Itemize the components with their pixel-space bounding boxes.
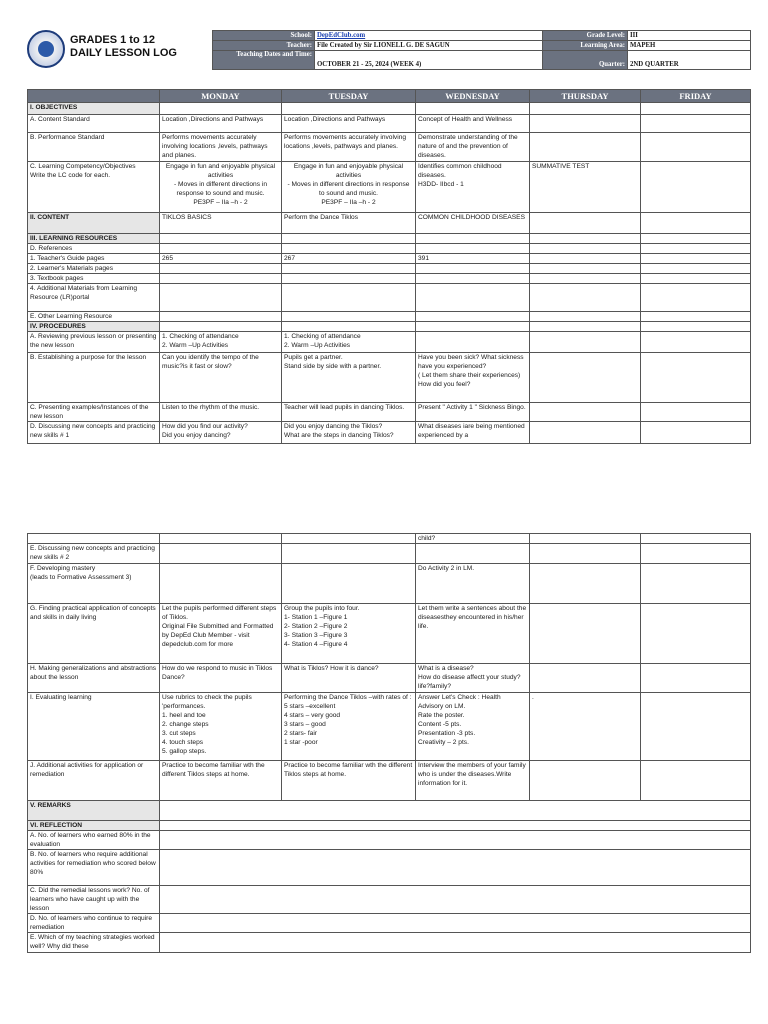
day-cell: Present " Activity 1 " Sickness Bingo.: [416, 403, 530, 422]
day-cell: .: [530, 693, 641, 761]
day-cell: [530, 284, 641, 312]
day-cell: Answer Let's Check : Health Advisory on LM. Rate the poster. Content -5 pts. Presentation -3 pts. Creativity – 2 pts.: [416, 693, 530, 761]
row-label: D. References: [28, 244, 160, 254]
school-value[interactable]: [315, 31, 543, 41]
day-cell: [160, 821, 751, 831]
row-label: 1. Teacher's Guide pages: [28, 254, 160, 264]
day-cell: [282, 244, 416, 254]
row-label: A. Content Standard: [28, 115, 160, 133]
day-cell: [160, 274, 282, 284]
day-cell: Teacher will lead pupils in dancing Tiklos.: [282, 403, 416, 422]
lesson-row: [28, 234, 751, 244]
row-label: B. Establishing a purpose for the lesson: [28, 353, 160, 403]
day-cell: [641, 422, 751, 444]
lesson-row: [28, 403, 751, 422]
day-cell: Concept of Health and Wellness: [416, 115, 530, 133]
lesson-row: [28, 162, 751, 213]
day-cell: How did you find our activity? Did you enjoy dancing?: [160, 422, 282, 444]
row-label: V. REMARKS: [28, 801, 160, 821]
day-cell: [530, 664, 641, 693]
row-label: 2. Learner's Materials pages: [28, 264, 160, 274]
day-cell: How do we respond to music in Tiklos Dance?: [160, 664, 282, 693]
day-cell: [416, 312, 530, 322]
quarter-value: 2ND QUARTER: [628, 51, 751, 70]
day-cell: [530, 133, 641, 162]
day-cell: TIKLOS BASICS: [160, 213, 282, 234]
day-cell: Practice to become familiar wth the different Tiklos steps at home.: [282, 761, 416, 801]
corner-header: [28, 90, 160, 103]
day-cell: [160, 914, 751, 933]
day-cell: [160, 831, 751, 850]
day-cell: [282, 234, 416, 244]
row-label: C. Learning Competency/Objectives Write the LC code for each.: [28, 162, 160, 213]
day-cell: [282, 534, 416, 544]
day-cell: [641, 312, 751, 322]
day-cell: Can you identify the tempo of the music?is it fast or slow?: [160, 353, 282, 403]
day-cell: [530, 254, 641, 264]
day-cell: Identifies common childhood diseases. H3DD- IIbcd - 1: [416, 162, 530, 213]
day-cell: Performs movements accurately involving locations ,levels, pathways and planes.: [160, 133, 282, 162]
day-cell: [160, 284, 282, 312]
day-cell: Interview the members of your family who is under the diseases.Write information for it.: [416, 761, 530, 801]
lesson-row: [28, 213, 751, 234]
day-cell: [416, 284, 530, 312]
lesson-row: [28, 353, 751, 403]
lesson-log-table-2: [27, 533, 751, 953]
row-label: 3. Textbook pages: [28, 274, 160, 284]
day-cell: [282, 274, 416, 284]
grade-label: Grade Level:: [543, 31, 628, 41]
lesson-row: [28, 312, 751, 322]
day-cell: [160, 322, 282, 332]
day-cell: [416, 274, 530, 284]
day-cell: What is a disease? How do disease affectt your study?life?family?: [416, 664, 530, 693]
row-label: B. No. of learners who require additional activities for remediation who scored below 80%: [28, 850, 160, 886]
row-label: D. Discussing new concepts and practicing new skills # 1: [28, 422, 160, 444]
row-label: B. Performance Standard: [28, 133, 160, 162]
lesson-row: [28, 264, 751, 274]
lesson-log-table-1: [27, 89, 751, 444]
grade-value: III: [628, 31, 751, 41]
day-cell: Do Activity 2 in LM.: [416, 564, 530, 604]
row-label: I. OBJECTIVES: [28, 103, 160, 115]
day-cell: Performs movements accurately involving locations ,levels, pathways and planes.: [282, 133, 416, 162]
day-cell: [160, 264, 282, 274]
day-cell: [416, 234, 530, 244]
day-header: THURSDAY: [530, 90, 641, 103]
day-cell: [641, 274, 751, 284]
lesson-row: [28, 284, 751, 312]
row-label: H. Making generalizations and abstractions about the lesson: [28, 664, 160, 693]
day-cell: [530, 322, 641, 332]
day-cell: [641, 162, 751, 213]
day-cell: [641, 264, 751, 274]
title-line-1: GRADES 1 to 12: [70, 34, 155, 46]
day-cell: 265: [160, 254, 282, 264]
lesson-row: [28, 914, 751, 933]
row-label: III. LEARNING RESOURCES: [28, 234, 160, 244]
lesson-row: [28, 693, 751, 761]
day-cell: [282, 312, 416, 322]
lesson-row: [28, 886, 751, 914]
day-cell: [416, 332, 530, 353]
row-label: C. Presenting examples/Instances of the new lesson: [28, 403, 160, 422]
dates-label: Teaching Dates and Time:: [213, 51, 315, 70]
day-cell: Use rubrics to check the pupils 'performances. 1. heel and toe 2. change steps 3. cut steps 4. touch steps 5. gallop steps.: [160, 693, 282, 761]
row-label: I. Evaluating learning: [28, 693, 160, 761]
day-cell: [282, 284, 416, 312]
row-label: C. Did the remedial lessons work? No. of learners who have caught up with the lesson: [28, 886, 160, 914]
day-cell: [530, 564, 641, 604]
row-label: II. CONTENT: [28, 213, 160, 234]
lesson-row: [28, 821, 751, 831]
day-cell: [641, 115, 751, 133]
day-cell: [160, 564, 282, 604]
lesson-row: [28, 664, 751, 693]
teacher-label: Teacher:: [213, 41, 315, 51]
day-cell: [282, 322, 416, 332]
day-cell: [530, 403, 641, 422]
day-cell: [160, 544, 282, 564]
day-cell: [530, 115, 641, 133]
day-cell: [641, 353, 751, 403]
day-cell: [641, 254, 751, 264]
document-title: [70, 34, 177, 60]
row-label: D. No. of learners who continue to require remediation: [28, 914, 160, 933]
day-cell: [641, 534, 751, 544]
day-cell: child?: [416, 534, 530, 544]
day-header: FRIDAY: [641, 90, 751, 103]
day-cell: [416, 103, 530, 115]
day-cell: Location ,Directions and Pathways: [282, 115, 416, 133]
lesson-row: [28, 850, 751, 886]
school-link[interactable]: DepEdClub.com: [317, 32, 366, 39]
area-label: Learning Area:: [543, 41, 628, 51]
day-header-row: [28, 90, 751, 103]
day-cell: [641, 604, 751, 664]
day-cell: [641, 761, 751, 801]
day-cell: [530, 213, 641, 234]
day-cell: [530, 761, 641, 801]
lesson-row: [28, 761, 751, 801]
row-label: E. Discussing new concepts and practicing new skills # 2: [28, 544, 160, 564]
day-cell: Let the pupils performed different steps of Tiklos. Original File Submitted and Formatted by DepEd Club Member - visit depedclub.com for more: [160, 604, 282, 664]
day-cell: 1. Checking of attendance 2. Warm –Up Activities: [160, 332, 282, 353]
day-cell: [416, 264, 530, 274]
day-cell: [160, 801, 751, 821]
day-header: TUESDAY: [282, 90, 416, 103]
lesson-row: [28, 274, 751, 284]
day-cell: Practice to become familiar wth the different Tiklos steps at home.: [160, 761, 282, 801]
day-cell: 1. Checking of attendance 2. Warm –Up Activities: [282, 332, 416, 353]
lesson-row: [28, 332, 751, 353]
day-cell: [282, 103, 416, 115]
day-cell: Engage in fun and enjoyable physical activities - Moves in different directions in response to sound and music. PE3PF – IIa –h - 2: [282, 162, 416, 213]
lesson-row: [28, 244, 751, 254]
day-cell: SUMMATIVE TEST: [530, 162, 641, 213]
day-cell: [416, 544, 530, 564]
day-header: WEDNESDAY: [416, 90, 530, 103]
row-label: 4. Additional Materials from Learning Resource (LR)portal: [28, 284, 160, 312]
day-cell: [530, 274, 641, 284]
row-label: E. Other Learning Resource: [28, 312, 160, 322]
lesson-row: [28, 322, 751, 332]
day-cell: Let them write a sentences about the diseasesthey encountered in his/her life.: [416, 604, 530, 664]
day-cell: [641, 403, 751, 422]
day-cell: What diseases iare being mentioned experienced by a: [416, 422, 530, 444]
lesson-row: [28, 254, 751, 264]
day-cell: Perform the Dance Tiklos: [282, 213, 416, 234]
lesson-row: [28, 115, 751, 133]
row-label: E. Which of my teaching strategies worked well? Why did these: [28, 933, 160, 953]
day-cell: Have you been sick? What sickness have you experienced? ( Let them share their experiences) How did you feel?: [416, 353, 530, 403]
teacher-value: File Created by Sir LIONELL G. DE SAGUN: [315, 41, 543, 51]
lesson-row: [28, 933, 751, 953]
day-cell: What is Tiklos? How it is dance?: [282, 664, 416, 693]
day-cell: [416, 322, 530, 332]
lesson-row: [28, 544, 751, 564]
day-cell: [160, 234, 282, 244]
header-info-table: [212, 30, 751, 70]
day-cell: Listen to the rhythm of the music.: [160, 403, 282, 422]
row-label: VI. REFLECTION: [28, 821, 160, 831]
day-cell: [416, 244, 530, 254]
row-label: J. Additional activities for application or remediation: [28, 761, 160, 801]
day-cell: [160, 534, 282, 544]
row-label: A. Reviewing previous lesson or presenting the new lesson: [28, 332, 160, 353]
day-cell: COMMON CHILDHOOD DISEASES: [416, 213, 530, 234]
lesson-row: [28, 534, 751, 544]
day-cell: [530, 534, 641, 544]
day-cell: Demonstrate understanding of the nature of and the prevention of diseases.: [416, 133, 530, 162]
title-line-2: DAILY LESSON LOG: [70, 47, 177, 59]
day-cell: [530, 353, 641, 403]
day-cell: [641, 284, 751, 312]
day-cell: Group the pupils into four. 1- Station 1 –Figure 1 2- Station 2 –Figure 2 3- Station 3 –Figure 3 4- Station 4 –Figure 4: [282, 604, 416, 664]
lesson-row: [28, 604, 751, 664]
row-label: IV. PROCEDURES: [28, 322, 160, 332]
lesson-row: [28, 103, 751, 115]
area-value: MAPEH: [628, 41, 751, 51]
day-cell: [530, 604, 641, 664]
lesson-row: [28, 422, 751, 444]
day-cell: Performing the Dance Tiklos –with rates of : 5 stars –excellent 4 stars – very good 3 stars – good 2 stars- fair 1 star -poor: [282, 693, 416, 761]
lesson-row: [28, 564, 751, 604]
day-cell: [530, 544, 641, 564]
row-label: F. Developing mastery (leads to Formative Assessment 3): [28, 564, 160, 604]
row-label: G. Finding practical application of concepts and skills in daily living: [28, 604, 160, 664]
day-cell: [160, 244, 282, 254]
day-cell: [641, 133, 751, 162]
day-cell: [641, 244, 751, 254]
day-cell: [641, 322, 751, 332]
day-cell: [530, 332, 641, 353]
day-cell: Engage in fun and enjoyable physical activities - Moves in different directions in response to sound and music. PE3PF – IIa –h - 2: [160, 162, 282, 213]
day-cell: [160, 103, 282, 115]
day-cell: [530, 103, 641, 115]
day-cell: [282, 564, 416, 604]
dates-value: OCTOBER 21 - 25, 2024 (WEEK 4): [315, 51, 543, 70]
row-label: [28, 534, 160, 544]
day-cell: [160, 312, 282, 322]
day-cell: [641, 693, 751, 761]
quarter-label: Quarter:: [543, 51, 628, 70]
lesson-row: [28, 801, 751, 821]
day-cell: [641, 664, 751, 693]
day-cell: Did you enjoy dancing the Tiklos? What are the steps in dancing Tiklos?: [282, 422, 416, 444]
deped-seal-logo: [27, 30, 65, 68]
day-cell: [641, 544, 751, 564]
lesson-row: [28, 831, 751, 850]
day-cell: [530, 264, 641, 274]
row-label: A. No. of learners who earned 80% in the evaluation: [28, 831, 160, 850]
school-label: School:: [213, 31, 315, 41]
day-cell: [160, 933, 751, 953]
day-header: MONDAY: [160, 90, 282, 103]
day-cell: 267: [282, 254, 416, 264]
day-cell: [530, 234, 641, 244]
day-cell: [160, 850, 751, 886]
day-cell: [641, 564, 751, 604]
day-cell: Location ,Directions and Pathways: [160, 115, 282, 133]
day-cell: [282, 264, 416, 274]
day-cell: [641, 234, 751, 244]
day-cell: [530, 244, 641, 254]
day-cell: [641, 103, 751, 115]
lesson-row: [28, 133, 751, 162]
day-cell: [641, 332, 751, 353]
day-cell: 391: [416, 254, 530, 264]
day-cell: [530, 312, 641, 322]
day-cell: [530, 422, 641, 444]
day-cell: [282, 544, 416, 564]
day-cell: Pupils get a partner. Stand side by side with a partner.: [282, 353, 416, 403]
day-cell: [641, 213, 751, 234]
day-cell: [160, 886, 751, 914]
